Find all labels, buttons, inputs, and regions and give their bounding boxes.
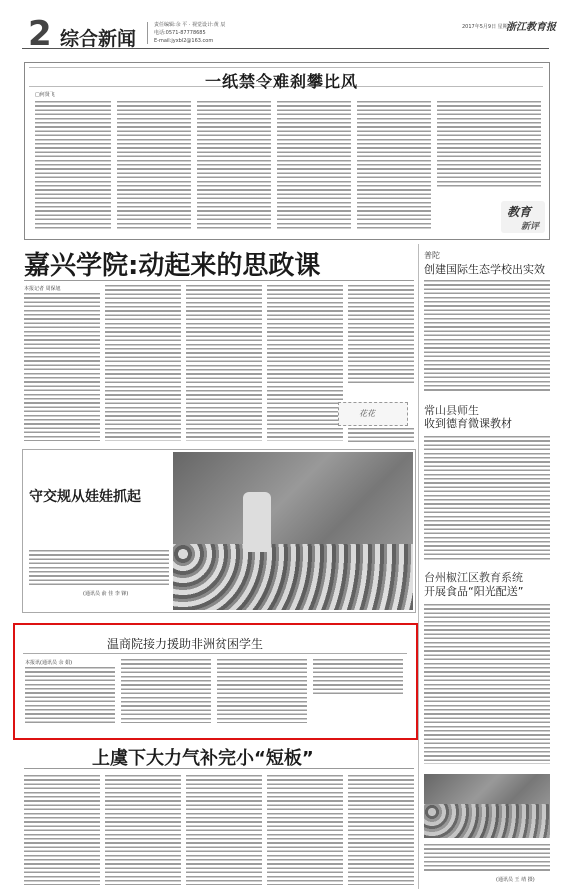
editorial-headline: 一纸禁令难刹攀比风: [205, 72, 359, 91]
inline-badge-text: 花花: [359, 409, 375, 418]
editorial-col-2: [117, 101, 191, 231]
email-line: E-mail:jyxbl2@163.com: [154, 38, 214, 44]
page-header: [0, 0, 569, 60]
bottom-col-1: [24, 775, 100, 885]
editorial-col-3: [197, 101, 271, 231]
sidebar-item-3-region: 台州椒江区教育系统: [424, 571, 523, 584]
editorial-col-6: [437, 101, 541, 189]
boxed-col-4: [313, 659, 403, 695]
boxed-col-2: [121, 659, 211, 723]
sidebar-item-2-title: 收到德育微课教材: [424, 417, 512, 430]
boxed-col-1: [25, 667, 115, 723]
boxed-story: [13, 623, 418, 740]
editorial-author: □何贤飞: [35, 92, 55, 98]
sidebar-photo-credit: (通讯员 王 靖 摄): [496, 877, 535, 883]
column-badge: [501, 201, 545, 233]
boxed-col-3: [217, 659, 307, 723]
main-col-5b: [348, 428, 414, 442]
masthead-logo: 浙江教育报: [506, 22, 556, 33]
sidebar-item-1-region: 普陀: [424, 251, 440, 260]
photo-story-caption: [29, 550, 169, 586]
bottom-col-3: [186, 775, 262, 885]
sidebar-photo: [424, 774, 550, 838]
bottom-col-5: [348, 775, 414, 885]
boxed-story-byline: 本报讯(通讯员 余 娟): [25, 660, 73, 666]
bottom-col-2: [105, 775, 181, 885]
sidebar-photo-caption: [424, 844, 550, 872]
sidebar-item-2-body: [424, 436, 550, 560]
sidebar-item-3-title: 开展食品“阳光配送”: [424, 585, 524, 598]
photo-story-credit: (通讯员 俞 佳 李 锋): [83, 591, 129, 597]
date-line: 2017年5月9日 星期二: [462, 24, 513, 30]
editor-line: 责任编辑:余 平 · 视觉设计:黄 辰: [154, 22, 226, 28]
sidebar-item-3-body: [424, 604, 550, 764]
main-col-2: [105, 285, 181, 441]
sidebar-item-1-title: 创建国际生态学校出实效: [424, 263, 545, 276]
main-col-4: [267, 285, 343, 441]
main-byline: 本报记者 周保旭: [24, 286, 61, 292]
section-title: 综合新闻: [60, 28, 137, 50]
photo-story-box: [22, 449, 416, 613]
sidebar-item-1-body: [424, 280, 550, 392]
main-col-5a: [348, 285, 414, 385]
bottom-col-4: [267, 775, 343, 885]
sidebar: [422, 244, 552, 889]
inline-badge: [338, 402, 408, 426]
main-col-3: [186, 285, 262, 441]
main-headline: 嘉兴学院:动起来的思政课: [24, 251, 321, 281]
editorial-box: [24, 62, 550, 240]
photo-story-headline: 守交规从娃娃抓起: [29, 489, 141, 505]
bottom-headline: 上虞下大力气补完小“短板”: [92, 748, 314, 769]
column-badge-title: 教育: [507, 205, 532, 219]
editorial-col-1: [35, 101, 111, 231]
sidebar-item-2-region: 常山县师生: [424, 404, 479, 417]
page-number: 2: [28, 14, 52, 54]
main-col-1: [24, 293, 100, 441]
boxed-story-headline: 温商院接力援助非洲贫困学生: [107, 637, 264, 651]
editorial-col-5: [357, 101, 431, 231]
header-rule: [22, 48, 549, 49]
sidebar-divider: [418, 244, 419, 889]
column-badge-sub: 新评: [521, 222, 540, 232]
phone-line: 电话:0571-87778685: [154, 30, 206, 36]
editorial-col-4: [277, 101, 351, 231]
photo-traffic-lesson: [173, 452, 413, 610]
